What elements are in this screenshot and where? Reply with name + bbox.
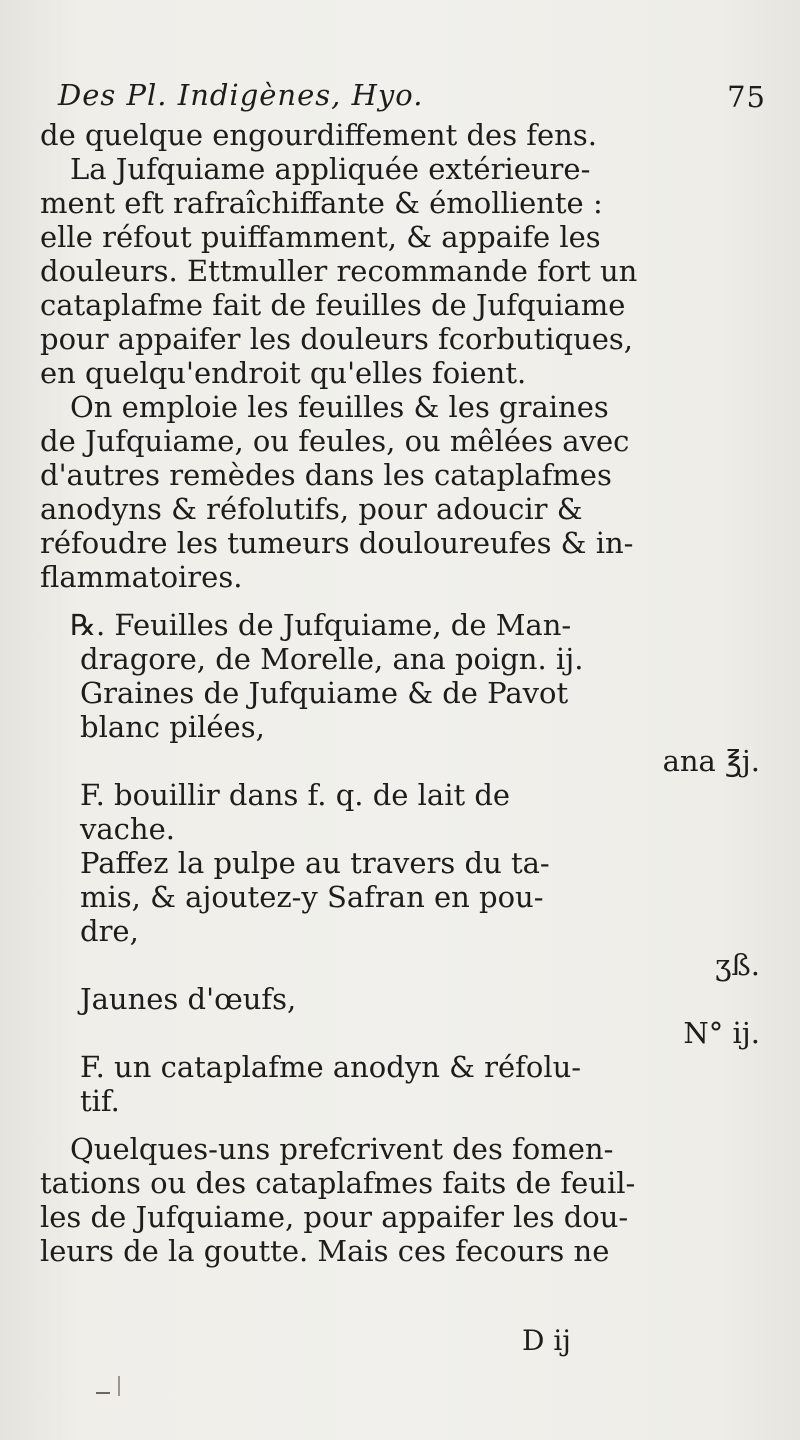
recipe-line: blanc pilées,: [80, 710, 265, 744]
recipe-line: dragore, de Morelle, ana poign. ij.: [80, 642, 584, 676]
page-speck: [118, 1376, 120, 1396]
running-head: [58, 78, 778, 112]
recipe-dose: N° ij.: [683, 1016, 760, 1050]
page-speck: [96, 1392, 110, 1394]
recipe-dose: ana ℥j.: [662, 744, 760, 778]
text-line: On emploie les feuilles & les graines: [70, 390, 609, 424]
recipe-line: dre,: [80, 914, 139, 948]
text-line: ment eft rafraîchiffante & émolliente :: [40, 186, 603, 220]
body-text: [40, 118, 770, 1268]
text-line: d'autres remèdes dans les cataplafmes: [40, 458, 612, 492]
text-line: réfoudre les tumeurs douloureufes & in-: [40, 526, 634, 560]
recipe-line: ℞. Feuilles de Jufquiame, de Man-: [70, 608, 572, 642]
text-line: Quelques-uns prefcrivent des fomen-: [70, 1132, 614, 1166]
recipe-line: mis, & ajoutez-y Safran en pou-: [80, 880, 544, 914]
text-line: les de Jufquiame, pour appaifer les dou-: [40, 1200, 629, 1234]
signature-mark: D ij: [522, 1324, 571, 1357]
text-line: anodyns & réfolutifs, pour adoucir &: [40, 492, 583, 526]
page-number: 75: [727, 80, 766, 114]
recipe-line: Jaunes d'œufs,: [80, 982, 297, 1016]
text-line: flammatoires.: [40, 560, 243, 594]
recipe-dose: ʒß.: [715, 948, 760, 982]
recipe-line: F. bouillir dans f. q. de lait de: [80, 778, 511, 812]
text-line: elle réfout puiffamment, & appaife les: [40, 220, 601, 254]
recipe-line: tif.: [80, 1084, 120, 1118]
text-line: douleurs. Ettmuller recommande fort un: [40, 254, 638, 288]
text-line: en quelqu'endroit qu'elles foient.: [40, 356, 527, 390]
text-line: tations ou des cataplafmes faits de feuil-: [40, 1166, 636, 1200]
text-line: cataplafme fait de feuilles de Jufquiame: [40, 288, 626, 322]
text-line: La Jufquiame appliquée extérieure-: [70, 152, 591, 186]
text-line: pour appaifer les douleurs fcorbutiques,: [40, 322, 634, 356]
text-line: de quelque engourdiffement des fens.: [40, 118, 597, 152]
text-line: de Jufquiame, ou feules, ou mêlées avec: [40, 424, 630, 458]
text-line: leurs de la goutte. Mais ces fecours ne: [40, 1234, 610, 1268]
recipe-line: vache.: [80, 812, 175, 846]
recipe-line: F. un cataplafme anodyn & réfolu-: [80, 1050, 582, 1084]
recipe-line: Graines de Jufquiame & de Pavot: [80, 676, 569, 710]
running-title: Des Pl. Indigènes, Hyo.: [58, 78, 424, 112]
recipe-line: Paffez la pulpe au travers du ta-: [80, 846, 550, 880]
